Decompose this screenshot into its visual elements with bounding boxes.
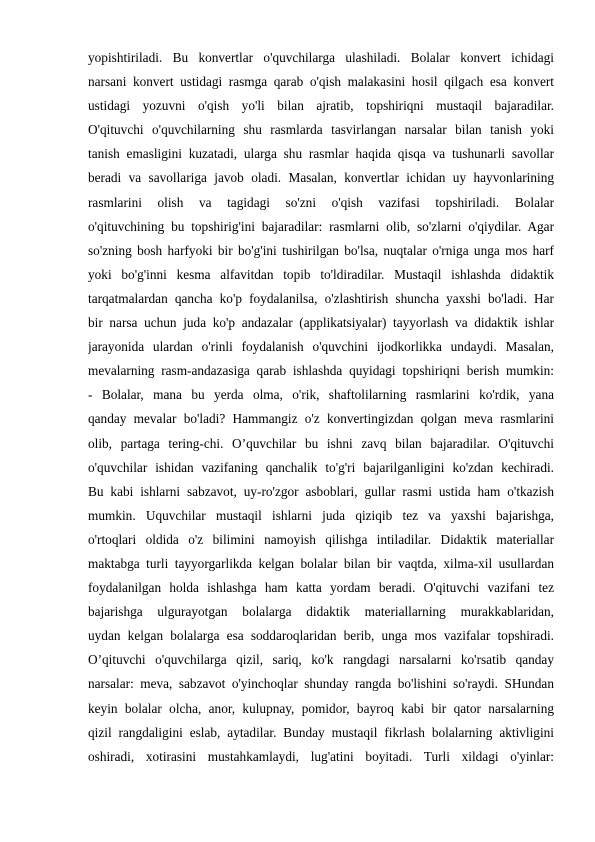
text-line: ustidagi yozuvni o'qish yo'li bilan ajratib, topshiriqni mustaqil bajaradilar.: [88, 98, 554, 114]
text-line: keyin bolalar olcha, anor, kulupnay, pomidor, bayroq kabi bir qator narsalarning: [88, 700, 554, 716]
text-line: Bu kabi ishlarni sabzavot, uy-ro'zgor asboblari, gullar rasmi ustida ham o'tkazish: [88, 483, 554, 499]
text-line: uydan kelgan bolalarga esa soddaroqlaridan berib, unga mos vazifalar topshiradi.: [88, 628, 554, 644]
text-line: - Bolalar, mana bu yerda olma, o'rik, shaftolilarning rasmlarini ko'rdik, yana: [88, 387, 554, 403]
text-line: qanday mevalar bo'ladi? Hammangiz o'z konvertingizdan qolgan meva rasmlarini: [88, 411, 554, 427]
text-line: rasmlarini olish va tagidagi so'zni o'qish vazifasi topshiriladi. Bolalar: [88, 194, 554, 210]
document-body: [88, 46, 554, 769]
text-line: O’qituvchi o'quvchilarga qizil, sariq, ko'k rangdagi narsalarni ko'rsatib qanday: [88, 652, 554, 668]
text-line: o'quvchilar ishidan vazifaning qanchalik to'g'ri bajarilganligini ko'zdan kechiradi.: [88, 459, 554, 475]
text-line: so'zning bosh harfyoki bir bo'g'ini tushirilgan bo'lsa, nuqtalar o'rniga unga mos harf: [88, 242, 554, 258]
text-line: narsani konvert ustidagi rasmga qarab o'qish malakasini hosil qilgach esa konvert: [88, 74, 554, 90]
text-line: bajarishga ulgurayotgan bolalarga didaktik materiallarning murakkablaridan,: [88, 604, 554, 620]
text-line: O'qituvchi o'quvchilarning shu rasmlarda tasvirlangan narsalar bilan tanish yoki: [88, 122, 554, 138]
text-line: mumkin. Uquvchilar mustaqil ishlarni juda qiziqib tez va yaxshi bajarishga,: [88, 507, 554, 523]
text-line: yopishtiriladi. Bu konvertlar o'quvchilarga ulashiladi. Bolalar konvert ichidagi: [88, 50, 554, 65]
text-line: mevalarning rasm-andazasiga qarab ishlashda quyidagi topshiriqni berish mumkin:: [88, 363, 554, 379]
text-line: bir narsa uchun juda ko'p andazalar (applikatsiyalar) tayyorlash va didaktik ishlar: [88, 315, 554, 331]
text-line: olib, partaga tering-chi. O’quvchilar bu ishni zavq bilan bajaradilar. O'qituvchi: [88, 435, 554, 451]
text-line: o'qituvchining bu topshirig'ini bajaradilar: rasmlarni olib, so'zlarni o'qiydilar. Agar: [88, 218, 554, 234]
text-line: foydalanilgan holda ishlashga ham katta yordam beradi. O'qituvchi vazifani tez: [88, 580, 554, 596]
text-line: qizil rangdaligini eslab, aytadilar. Bunday mustaqil fikrlash bolalarning aktivligini: [88, 724, 554, 740]
text-line: oshiradi, xotirasini mustahkamlaydi, lug'atini boyitadi. Turli xildagi o'yinlar:: [88, 748, 554, 764]
text-line: beradi va savollariga javob oladi. Masalan, konvertlar ichidan uy hayvonlarining: [88, 170, 554, 186]
text-line: maktabga turli tayyorgarlikda kelgan bolalar bilan bir vaqtda, xilma-xil usullardan: [88, 555, 554, 571]
text-line: yoki bo'g'inni kesma alfavitdan topib to'ldiradilar. Mustaqil ishlashda didaktik: [88, 266, 554, 282]
text-line: jarayonida ulardan o'rinli foydalanish o'quvchini ijodkorlikka undaydi. Masalan,: [88, 339, 554, 355]
text-line: tarqatmalardan qancha ko'p foydalanilsa, o'zlashtirish shuncha yaxshi bo'ladi. Har: [88, 290, 554, 306]
text-line: narsalar: meva, sabzavot o'yinchoqlar shunday rangda bo'lishini so'raydi. SHundan: [88, 676, 554, 692]
text-line: o'rtoqlari oldida o'z bilimini namoyish qilishga intiladilar. Didaktik materiallar: [88, 531, 554, 547]
text-line: tanish emasligini kuzatadi, ularga shu rasmlar haqida qisqa va tushunarli savollar: [88, 146, 554, 162]
